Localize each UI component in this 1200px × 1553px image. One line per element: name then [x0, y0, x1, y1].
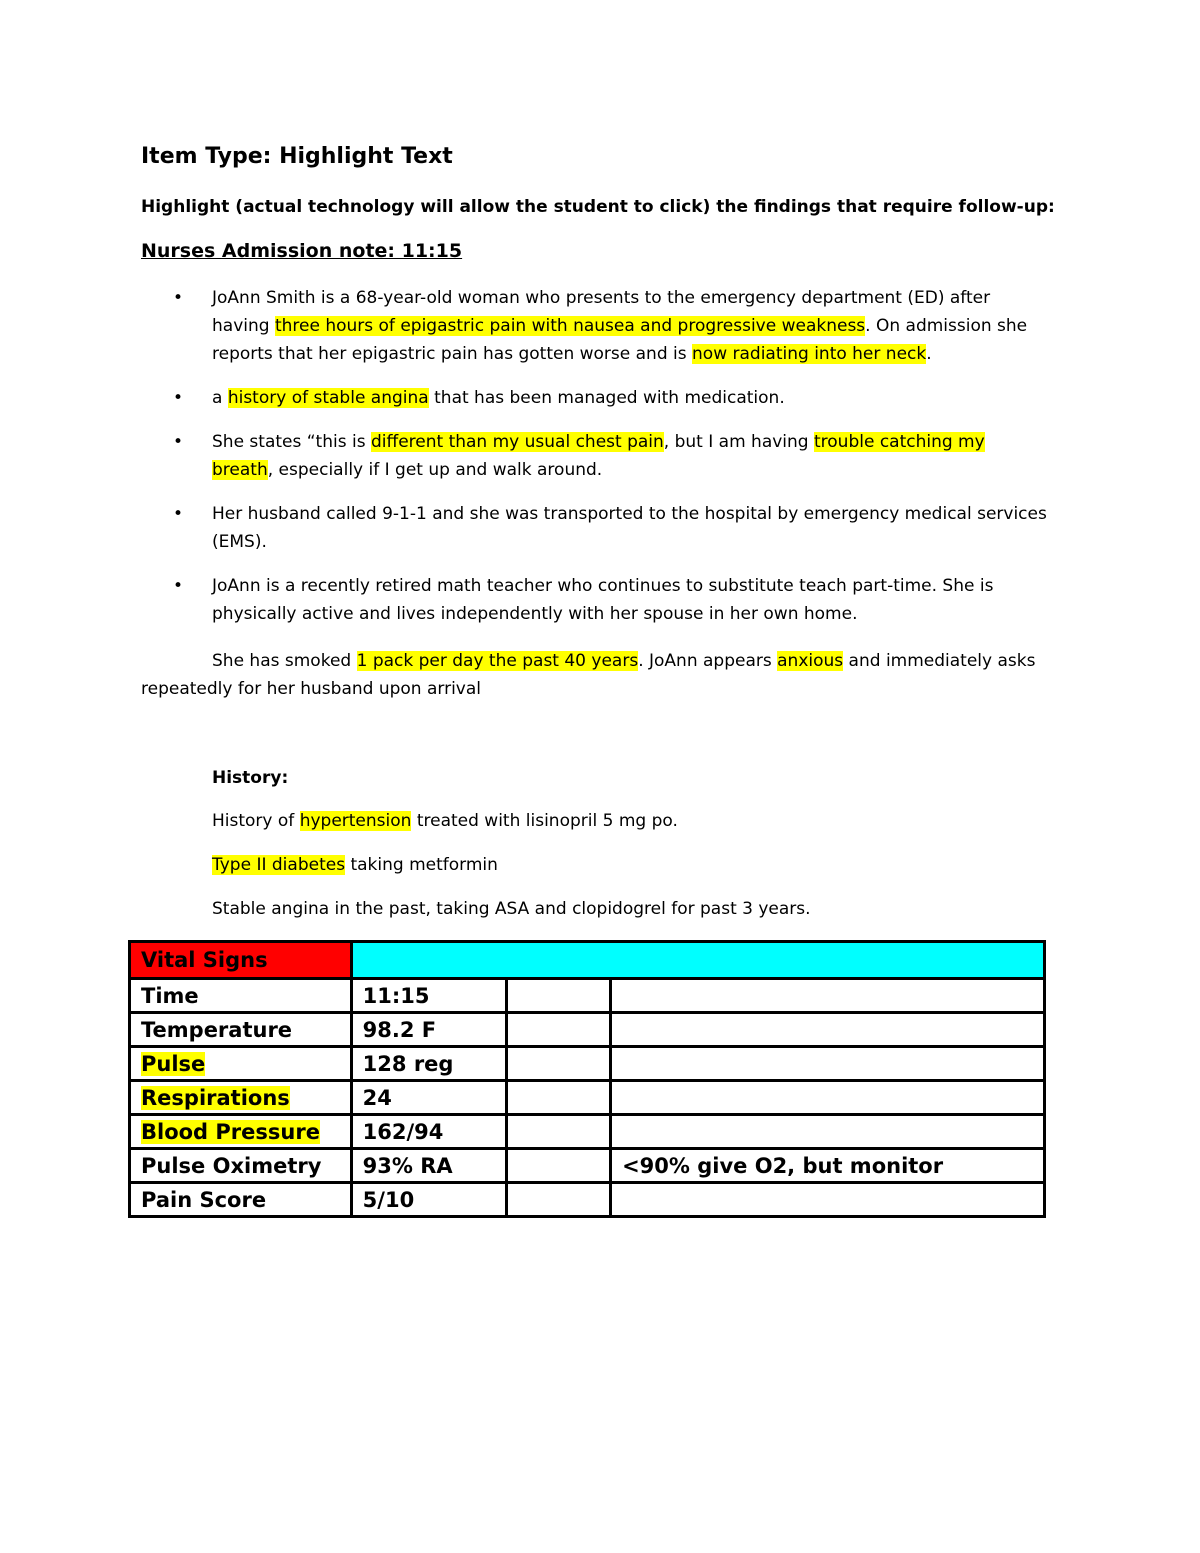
- list-item: [141, 500, 1051, 556]
- vital-value[interactable]: 11:15: [351, 979, 506, 1013]
- highlighted-finding[interactable]: Respirations: [141, 1085, 290, 1110]
- vital-label-cell: [130, 1047, 352, 1081]
- table-row: [130, 1149, 1045, 1183]
- vital-value[interactable]: 24: [351, 1081, 506, 1115]
- history-line-hypertension: [212, 811, 678, 831]
- note-text: . On admission she reports that her epigastric pain has gotten worse and is: [212, 316, 1028, 364]
- bullet-icon: •: [173, 388, 184, 408]
- empty-cell: [507, 1183, 611, 1217]
- smoking-paragraph: [141, 647, 1051, 703]
- vital-signs-header: Vital Signs: [130, 942, 352, 979]
- vital-note: [611, 1047, 1045, 1081]
- table-row: [130, 1115, 1045, 1149]
- note-text: , but I am having: [663, 432, 814, 452]
- empty-cell: [507, 1149, 611, 1183]
- note-text: , especially if I get up and walk around.: [267, 460, 603, 480]
- table-row: [130, 979, 1045, 1013]
- highlighted-finding[interactable]: trouble catching my breath: [212, 432, 985, 480]
- list-item: [141, 428, 1051, 484]
- vital-value[interactable]: 162/94: [351, 1115, 506, 1149]
- vital-value[interactable]: 128 reg: [351, 1047, 506, 1081]
- note-text: JoAnn Smith is a 68-year-old woman who presents to the emergency department (ED) after having: [212, 288, 991, 336]
- table-row: [130, 1081, 1045, 1115]
- vital-label-cell: [130, 1081, 352, 1115]
- note-text: . JoAnn appears: [638, 651, 778, 671]
- empty-cell: [507, 1081, 611, 1115]
- history-heading: History:: [212, 768, 289, 788]
- note-text: and immediately asks repeatedly for her husband upon arrival: [141, 651, 1036, 699]
- table-row: [130, 1183, 1045, 1217]
- highlighted-finding[interactable]: Blood Pressure: [141, 1119, 320, 1144]
- empty-cell: [507, 1013, 611, 1047]
- table-row: [130, 1013, 1045, 1047]
- note-text: .: [926, 344, 932, 364]
- list-item: [141, 284, 1051, 368]
- vital-label: Pain Score: [130, 1183, 352, 1217]
- admission-note-heading: Nurses Admission note: 11:15: [141, 240, 463, 262]
- note-text: treated with lisinopril 5 mg po.: [411, 811, 678, 831]
- vital-value[interactable]: 5/10: [351, 1183, 506, 1217]
- vital-note: [611, 1183, 1045, 1217]
- item-type-title: Item Type: Highlight Text: [141, 144, 453, 169]
- table-row: [130, 1047, 1045, 1081]
- highlighted-finding[interactable]: anxious: [777, 651, 844, 671]
- note-text: She states “this is: [212, 432, 371, 452]
- list-item: [141, 384, 1051, 412]
- vital-signs-table: [128, 940, 1046, 1218]
- highlighted-finding[interactable]: three hours of epigastric pain with nausea and progressive weakness: [274, 316, 866, 336]
- highlighted-finding[interactable]: 1 pack per day the past 40 years: [356, 651, 639, 671]
- note-text[interactable]: JoAnn is a recently retired math teacher who continues to substitute teach part-time. She is physically active and lives independently with her spouse in her own home.: [212, 576, 994, 624]
- header-fill-cell: [351, 942, 1044, 979]
- vital-note: <90% give O2, but monitor: [611, 1149, 1045, 1183]
- vital-note: [611, 1115, 1045, 1149]
- note-text[interactable]: Her husband called 9-1-1 and she was transported to the hospital by emergency medical services (EMS).: [212, 504, 1047, 552]
- list-item: [141, 572, 1051, 628]
- vital-label-cell: [130, 1115, 352, 1149]
- highlighted-finding[interactable]: Pulse: [141, 1051, 206, 1076]
- empty-cell: [507, 979, 611, 1013]
- highlighted-finding[interactable]: hypertension: [299, 811, 412, 831]
- empty-cell: [507, 1115, 611, 1149]
- bullet-icon: •: [173, 576, 184, 596]
- bullet-icon: •: [173, 432, 184, 452]
- vital-value[interactable]: 98.2 F: [351, 1013, 506, 1047]
- note-text: a: [212, 388, 228, 408]
- vital-label: Temperature: [130, 1013, 352, 1047]
- empty-cell: [507, 1047, 611, 1081]
- vital-label: Pulse Oximetry: [130, 1149, 352, 1183]
- highlighted-finding[interactable]: Type II diabetes: [212, 855, 346, 875]
- instruction-text: Highlight (actual technology will allow the student to click) the findings that require follow-up:: [141, 197, 1055, 217]
- admission-note-bullets: [141, 284, 1051, 644]
- note-text: that has been managed with medication.: [428, 388, 785, 408]
- vital-label: Time: [130, 979, 352, 1013]
- highlighted-finding[interactable]: different than my usual chest pain: [370, 432, 664, 452]
- table-header-row: [130, 942, 1045, 979]
- vital-note: [611, 1081, 1045, 1115]
- vital-note: [611, 1013, 1045, 1047]
- history-line-angina[interactable]: Stable angina in the past, taking ASA and clopidogrel for past 3 years.: [212, 899, 811, 919]
- bullet-icon: •: [173, 288, 184, 308]
- bullet-icon: •: [173, 504, 184, 524]
- vital-note: [611, 979, 1045, 1013]
- note-text: She has smoked: [212, 651, 357, 671]
- highlighted-finding[interactable]: now radiating into her neck: [692, 344, 927, 364]
- note-text: taking metformin: [345, 855, 498, 875]
- note-text: History of: [212, 811, 300, 831]
- history-line-diabetes: [212, 855, 498, 875]
- highlighted-finding[interactable]: history of stable angina: [227, 388, 429, 408]
- vital-value[interactable]: 93% RA: [351, 1149, 506, 1183]
